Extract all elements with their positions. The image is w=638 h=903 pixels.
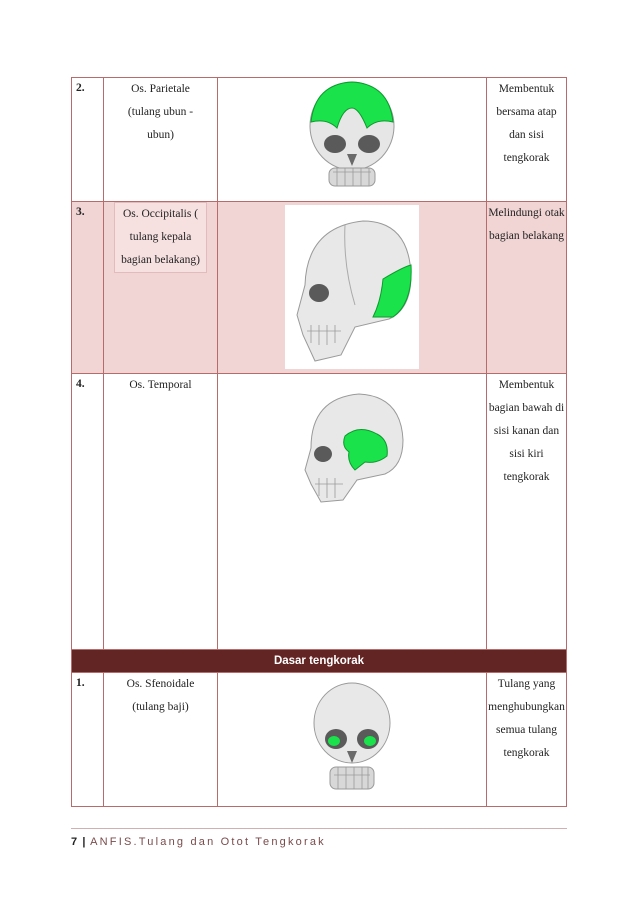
section-header: Dasar tengkorak: [72, 650, 567, 673]
row-number: 1.: [72, 673, 104, 807]
desc-line: bagian bawah di: [488, 402, 565, 414]
bone-name-line: Os. Sfenoidale: [126, 678, 195, 690]
occipital-skull-side-image: [285, 205, 419, 369]
row-number: 2.: [72, 78, 104, 202]
desc-line: sisi kiri: [509, 448, 544, 460]
bone-image-cell: [218, 202, 487, 374]
desc-line: dan sisi: [509, 129, 544, 141]
desc-line: Tulang yang: [497, 678, 556, 690]
table-row: [72, 78, 567, 202]
bone-name-line: Os. Parietale: [131, 83, 190, 95]
page-footer: [71, 836, 326, 848]
bone-name: [104, 374, 218, 650]
desc-line: bagian belakang: [488, 230, 565, 242]
bone-image-cell: [218, 673, 487, 807]
temporal-skull-side-image: [297, 384, 407, 504]
bone-name-line: bagian belakang): [121, 254, 200, 266]
bones-table: [71, 77, 567, 807]
bone-name-line: (tulang ubun -: [127, 106, 194, 118]
bone-name-line: ubun): [147, 129, 174, 141]
bone-description: [487, 78, 567, 202]
bone-description: [487, 673, 567, 807]
desc-line: Membentuk: [498, 379, 555, 391]
table-row: [72, 202, 567, 374]
desc-line: sisi kanan dan: [493, 425, 560, 437]
desc-line: tengkorak: [503, 747, 550, 759]
desc-line: semua tulang: [496, 724, 557, 736]
desc-line: menghubungkan: [488, 701, 565, 713]
desc-line: tengkorak: [503, 152, 550, 164]
bone-image-cell: [218, 78, 487, 202]
footer-divider: [71, 828, 567, 829]
bone-name-line: (tulang baji): [132, 701, 189, 713]
row-number: 3.: [72, 202, 104, 374]
table-row: [72, 673, 567, 807]
bone-name-line: Os. Temporal: [129, 379, 192, 391]
desc-line: bersama atap: [496, 106, 557, 118]
parietal-skull-front-image: [297, 78, 407, 190]
bone-name-line: tulang kepala: [129, 231, 192, 243]
bone-image-cell: [218, 374, 487, 650]
bone-description: [487, 374, 567, 650]
desc-line: tengkorak: [503, 471, 550, 483]
desc-line: Melindungi otak: [488, 207, 565, 219]
desc-line: Membentuk: [498, 83, 555, 95]
section-header-row: [72, 650, 567, 673]
bone-name-line: Os. Occipitalis (: [122, 208, 199, 220]
bone-name: [104, 78, 218, 202]
footer-separator: |: [82, 836, 86, 848]
table-row: [72, 374, 567, 650]
sphenoid-skull-front-image: [302, 679, 402, 797]
bone-name: [104, 202, 218, 374]
footer-title: ANFIS.Tulang dan Otot Tengkorak: [90, 836, 326, 848]
row-number: 4.: [72, 374, 104, 650]
bone-description: [487, 202, 567, 374]
bone-name: [104, 673, 218, 807]
page-number: 7: [71, 836, 78, 848]
